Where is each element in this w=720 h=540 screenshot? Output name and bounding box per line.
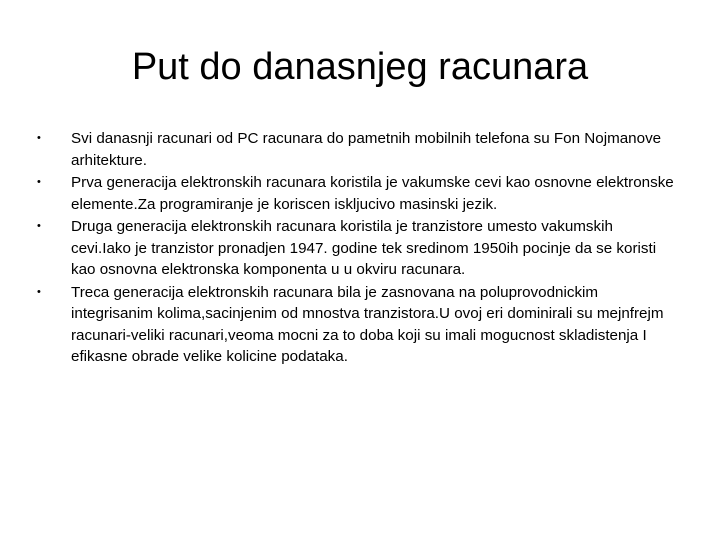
bullet-text: Druga generacija elektronskih racunara koristila je tranzistore umesto vakumskih cevi.Iako je tranzistor pronadjen 1947. godine tek sredinom 1950ih pocinje da se koristi kao osnovna elektronska komponenta u u okviru racunara. bbox=[71, 218, 657, 278]
slide-title: Put do danasnjeg racunara bbox=[131, 46, 589, 88]
bullet-text: Treca generacija elektronskih racunara bila je zasnovana na poluprovodnickim integrisanim kolima,sacinjenim od mnostva tranzistora.U ovoj eri dominirali su mejnfrejm racunari-veliki racunari,veoma mocni za to doba koji su imali mogucnost skladistenja I efikasne obrade velike kolicine podataka. bbox=[71, 283, 664, 365]
bullet-icon: • bbox=[37, 285, 41, 298]
bullet-icon: • bbox=[37, 132, 41, 144]
list-item bbox=[36, 216, 676, 281]
list-item bbox=[36, 172, 676, 215]
bullet-icon: • bbox=[37, 176, 41, 188]
list-item bbox=[36, 128, 676, 171]
list-item bbox=[36, 282, 676, 368]
bullet-list bbox=[36, 128, 676, 369]
bullet-text: Svi danasnji racunari od PC racunara do pametnih mobilnih telefona su Fon Nojmanove arhitekture. bbox=[71, 130, 662, 169]
bullet-icon: • bbox=[37, 220, 41, 232]
bullet-text: Prva generacija elektronskih racunara koristila je vakumske cevi kao osnovne elektronske elemente.Za programiranje je koriscen iskljucivo masinski jezik. bbox=[71, 174, 674, 213]
